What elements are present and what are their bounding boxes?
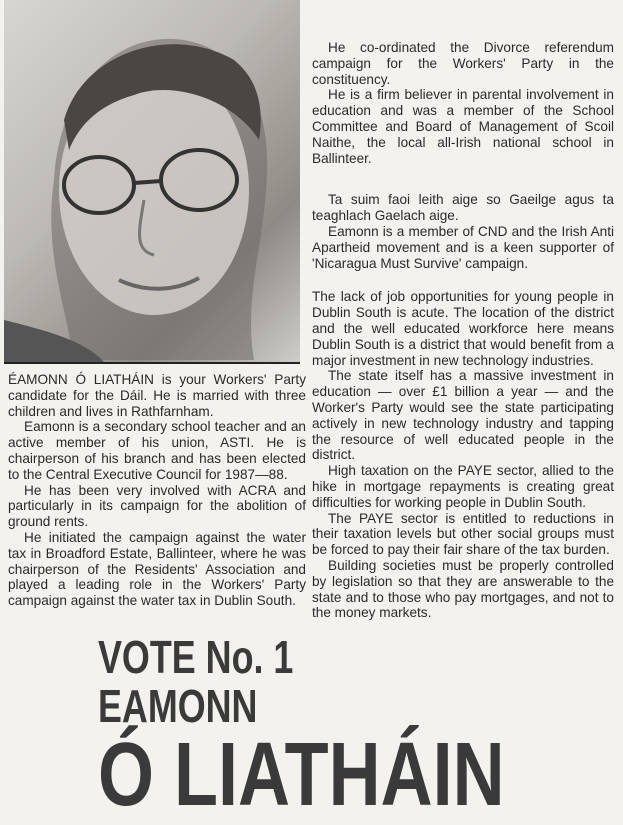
paragraph: He has been very involved with ACRA and particularly in its campaign for the abolition of ground rents. xyxy=(8,482,306,530)
headline-surname: Ó LIATHÁIN xyxy=(98,725,505,825)
paragraph: The lack of job opportunities for young people in Dublin South is acute. The location of the district and the well educated workforce here means Dublin South is a district that would benefit from a major investment in new technology industries. xyxy=(312,289,614,368)
right-column-block-3 xyxy=(312,289,614,621)
headline-block xyxy=(0,628,623,825)
paragraph: He initiated the campaign against the water tax in Broadford Estate, Ballinteer, where he was chairperson of the Residents' Association and played a leading role in the Workers' Party campaign against the water tax in Dublin South. xyxy=(8,529,306,609)
paragraph: Eamonn is a secondary school teacher and an active member of his union, ASTI. He is chairperson of his branch and has been elected to the Central Executive Council for 1987—88. xyxy=(8,419,306,482)
headline-first-name: EAMONN xyxy=(98,680,258,732)
paragraph: Building societies must be properly controlled by legislation so that they are answerable to the state and to those who pay mortgages, and not to the money markets. xyxy=(312,557,614,621)
right-column-block-2 xyxy=(312,192,614,271)
left-column xyxy=(0,0,306,609)
paragraph: Eamonn is a member of CND and the Irish Anti Apartheid movement and is a keen supporter of 'Nicaragua Must Survive' campaign. xyxy=(312,223,614,271)
paragraph: He is a firm believer in parental involvement in education and was a member of the School Committee and Board of Management of Scoil Naithe, the local all-Irish national school in Ballinteer. xyxy=(312,87,614,166)
paragraph: Ta suim faoi leith aige so Gaeilge agus ta teaghlach Gaelach aige. xyxy=(312,192,614,224)
portrait-illustration xyxy=(4,0,300,362)
paragraph: ÉAMONN Ó LIATHÁIN is your Workers' Party candidate for the Dáil. He is married with three children and lives in Rathfarnham. xyxy=(8,372,306,419)
right-column-block-1 xyxy=(312,40,614,166)
paragraph: He co-ordinated the Divorce referendum campaign for the Workers' Party in the constituency. xyxy=(312,40,614,87)
headline-vote: VOTE No. 1 xyxy=(98,631,294,683)
paragraph: The state itself has a massive investment in education — over £1 billion a year — and the Worker's Party would see the state participating actively in new technology industry and tapping the resource of well educated people in the district. xyxy=(312,368,614,463)
left-column-text xyxy=(8,372,306,609)
paragraph: High taxation on the PAYE sector, allied to the hike in mortgage repayments is creating great difficulties for working people in Dublin South. xyxy=(312,463,614,510)
paragraph: The PAYE sector is entitled to reductions in their taxation levels but other social groups must be forced to pay their fair share of the tax burden. xyxy=(312,510,614,558)
candidate-photo xyxy=(4,0,300,364)
right-column xyxy=(312,0,614,621)
